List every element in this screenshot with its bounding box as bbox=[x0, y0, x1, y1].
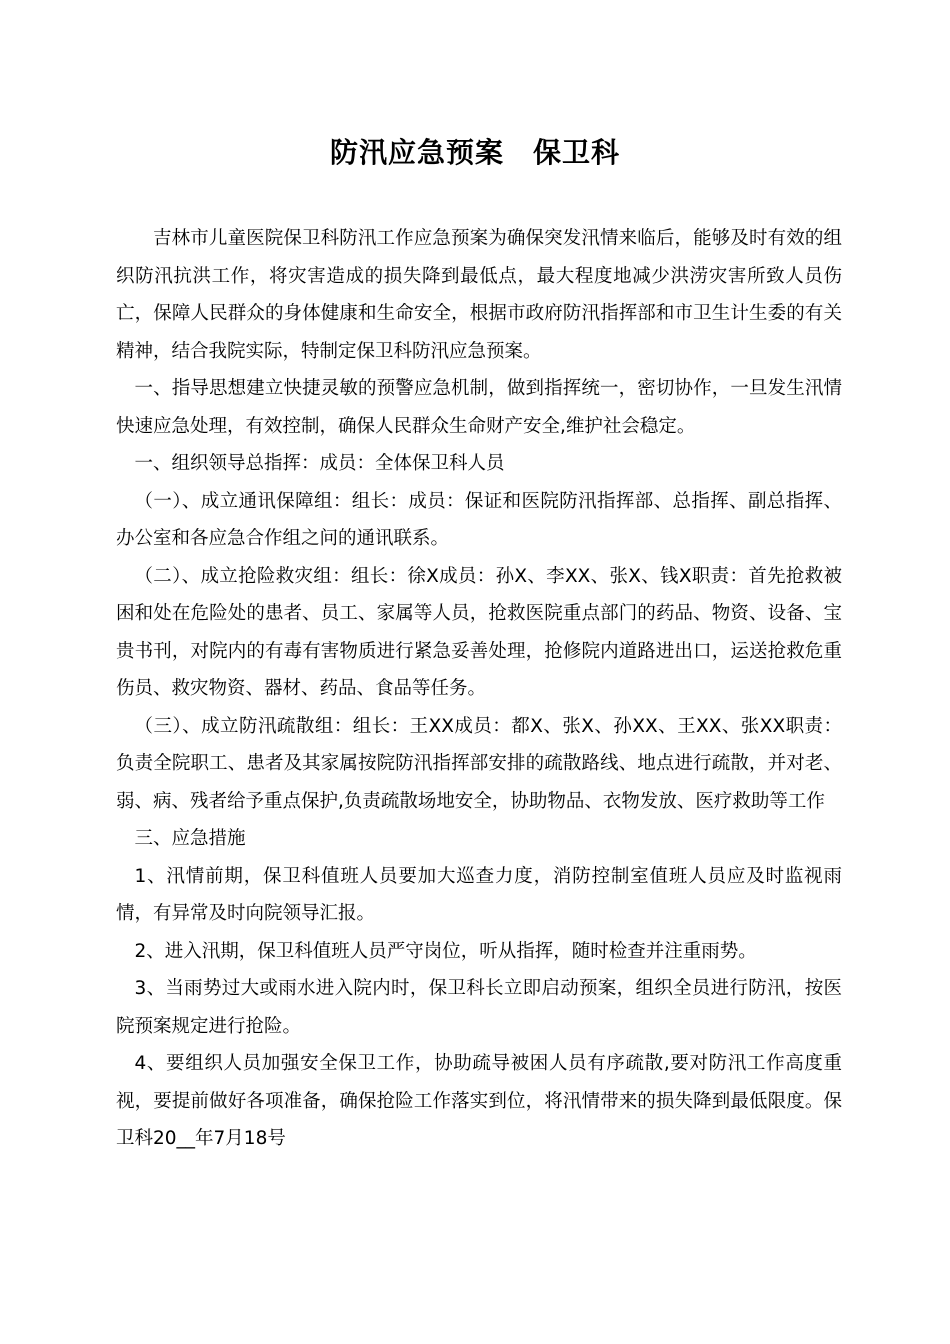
paragraph-measure-3: 3、当雨势过大或雨水进入院内时，保卫科长立即启动预案，组织全员进行防汛，按医院预案规定进行抢险。 bbox=[116, 978, 842, 1037]
document-body bbox=[116, 220, 842, 1158]
paragraph-measure-2: 2、进入汛期，保卫科值班人员严守岗位，听从指挥，随时检查并注重雨势。 bbox=[134, 940, 757, 962]
paragraph-rescue-group: （二）、成立抢险救灾组：组长：徐X成员：孙X、李XX、张X、钱X职责：首先抢救被困和处在危险处的患者、员工、家属等人员，抢救医院重点部门的药品、物资、设备、宝贵书刊，对院内的有毒有害物质进行紧急妥善处理，抢修院内道路进出口，运送抢救危重伤员、救灾物资、器材、药品、食品等任务。 bbox=[116, 565, 842, 699]
paragraph-measure-4: 4、要组织人员加强安全保卫工作，协助疏导被困人员有序疏散,要对防汛工作高度重视，要提前做好各项准备，确保抢险工作落实到位，将汛情带来的损失降到最低限度。保卫科20__年7月18号 bbox=[116, 1053, 842, 1149]
paragraph-evacuation-group: （三）、成立防汛疏散组：组长：王XX成员：都X、张X、孙XX、王XX、张XX职责：负责全院职工、患者及其家属按院防汛指挥部安排的疏散路线、地点进行疏散，并对老、弱、病、残者给予重点保护,负责疏散场地安全，协助物品、衣物发放、医疗救助等工作 bbox=[116, 715, 842, 812]
paragraph-communication-group: （一）、成立通讯保障组：组长：成员：保证和医院防汛指挥部、总指挥、副总指挥、办公室和各应急合作组之问的通讯联系。 bbox=[116, 490, 842, 549]
paragraph-leadership: 一、组织领导总指挥：成员：全体保卫科人员 bbox=[134, 453, 505, 474]
paragraph-measure-1: 1、汛情前期，保卫科值班人员要加大巡查力度，消防控制室值班人员应及时监视雨情，有异常及时向院领导汇报。 bbox=[116, 865, 842, 924]
document-title: 防汛应急预案 保卫科 bbox=[329, 136, 620, 169]
paragraph-intro: 吉林市儿童医院保卫科防汛工作应急预案为确保突发汛情来临后，能够及时有效的组织防汛抗洪工作，将灾害造成的损失降到最低点，最大程度地减少洪涝灾害所致人员伤亡，保障人民群众的身体健康和生命安全，根据市政府防汛指挥部和市卫生计生委的有关精神，结合我院实际，特制定保卫科防汛应急预案。 bbox=[116, 228, 842, 362]
paragraph-emergency-measures-heading: 三、应急措施 bbox=[134, 828, 246, 849]
paragraph-guiding-principle: 一、指导思想建立快捷灵敏的预警应急机制，做到指挥统一，密切协作，一旦发生汛情快速应急处理，有效控制，确保人民群众生命财产安全,维护社会稳定。 bbox=[116, 378, 842, 437]
